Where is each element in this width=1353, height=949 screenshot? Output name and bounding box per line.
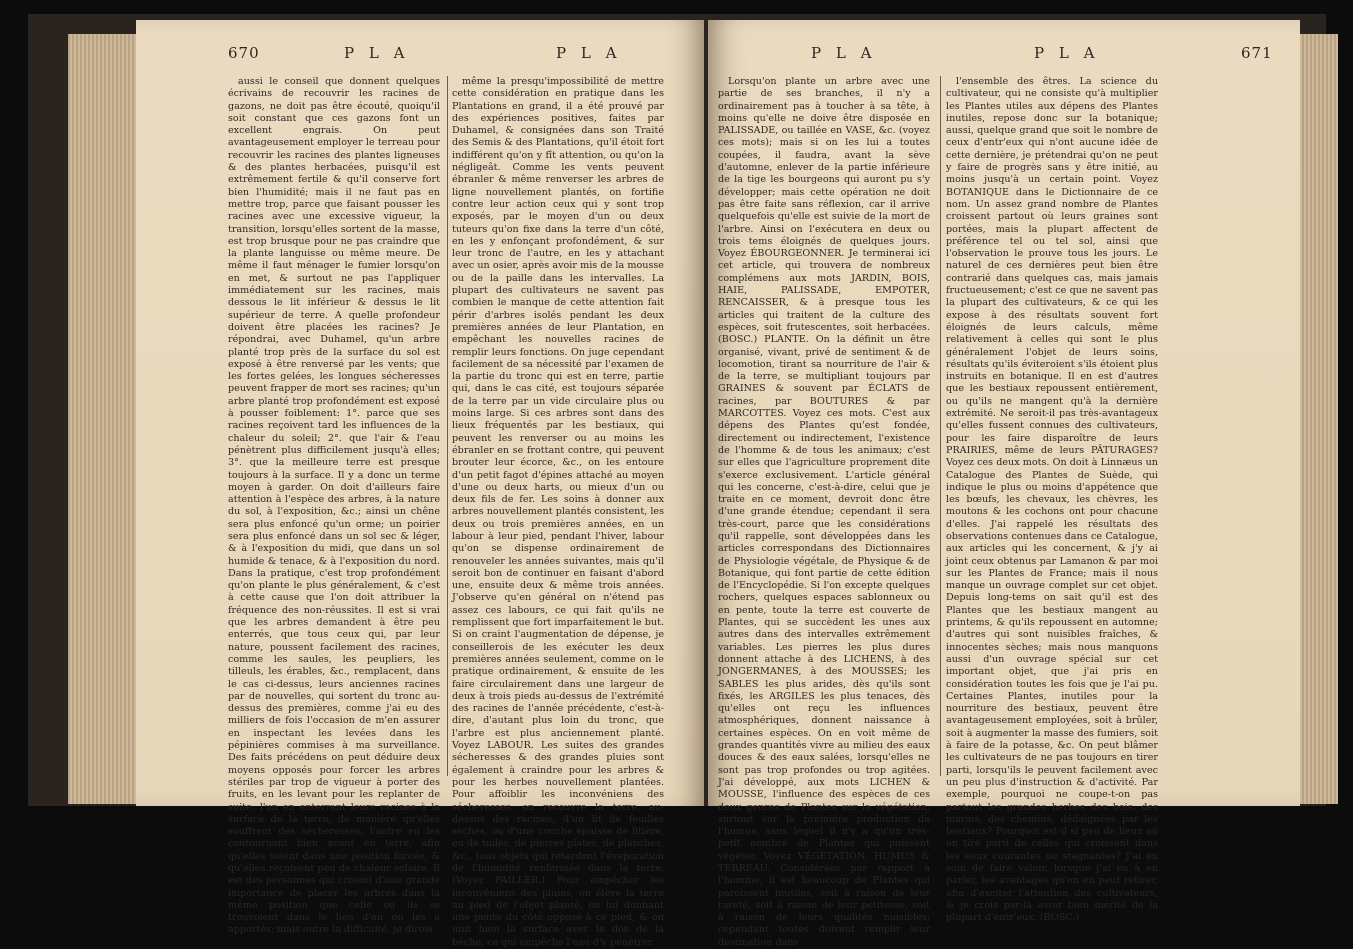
text-column: [452, 76, 664, 948]
open-book: [28, 14, 1326, 948]
left-page-edges: [68, 34, 138, 804]
left-page-header: [136, 44, 704, 64]
page-number: 671: [1241, 44, 1273, 62]
right-page: [708, 20, 1300, 948]
column-rule: [447, 76, 448, 776]
running-head: P L A: [811, 44, 877, 62]
right-page-edges: [1298, 34, 1338, 804]
running-head: P L A: [1034, 44, 1100, 62]
column-text: l'ensemble des êtres. La science du cultivateur, qui ne consiste qu'à multiplier les Plantes utiles aux dépens des Plantes inutiles, repose donc sur la botanique; aussi, quelque grand que soit le nombre de ceux d'entr'eux qui n'ont aucune idée de cette dernière, je prétendrai qu'on ne peut y faire de progrès sans y être initié, au moins jusqu'à un certain point. Voyez BOTANIQUE dans le Dictionnaire de ce nom. Un assez grand nombre de Plantes croissent partout où leurs graines sont portées, mais la plupart affectent de préférence tel ou tel sol, ainsi que l'observation le prouve tous les jours. Le naturel de ces dernières peut bien être contrarié dans quelques cas, mais jamais fructueusement; c'est ce que ne savent pas la plupart des cultivateurs, & ce qui les expose à des résultats souvent fort éloignés de leurs calculs, même relativement à celles qui sont le plus généralement l'objet de leurs soins, résultats qu'ils éviteroient s'ils étoient plus instruits en botanique. Il en est d'autres que les bestiaux repoussent entièrement, ou qu'ils ne mangent qu'à la dernière extrémité. Ne seroit-il pas très-avantageux qu'elles fussent connues des cultivateurs, pour les faire disparoître de leurs PRAIRIES, même de leurs PÂTURAGES? Voyez ces deux mots. On doit à Linnæus un Catalogue des Plantes de Suède, qui indique le plus ou moins d'appétence que les bœufs, les chevaux, les chèvres, les moutons & les cochons ont pour chacune d'elles. J'ai rappelé les résultats des observations contenues dans ce Catalogue, aux articles qui les concernent, & j'y ai joint ceux obtenus par Lamanon & par moi sur les Plantes de France; mais il nous manque un ouvrage complet sur cet objet. Depuis long-tems on sait qu'il est des Plantes que les bestiaux mangent au printems, & qu'ils repoussent en automne; d'autres qui sont nuisibles fraîches, & innocentes sèches; mais nous manquons aussi d'un ouvrage spécial sur cet important objet, que j'ai pris en considération toutes les fois que je l'ai pu. Certaines Plantes, inutiles pour la nourriture des bestiaux, peuvent être avantageusement employées, soit à brûler, soit à augmenter la masse des fumiers, soit à faire de la potasse, &c. On peut blâmer les cultivateurs de ne pas toujours en tirer parti, lorsqu'ils le peuvent facilement avec un peu plus d'instruction & d'activité. Par exemple, pourquoi ne coupe-t-on pas partout les grandes herbes des bois, des marais, des chemins, dédaignées par les bestiaux? Pourquoi est-il si peu de lieux où on tire parti de celles qui croissent dans les eaux courantes ou stagnantes? J'ai eu soin de faire valoir, lorsque j'ai eu à en parler, les avantages qu'on en peut retirer, afin d'exciter l'attention des cultivateurs, & je crois par-là avoir bien mérité de la plupart d'entr'eux. (BOSC.): [946, 76, 1158, 924]
column-text: aussi le conseil que donnent quelques écrivains de recouvrir les racines de gazons, ne doit pas être écouté, quoiqu'il soit constant que ces gazons font un excellent engrais. On peut avantageusement employer le terreau pour recouvrir les racines des plantes ligneuses & des plantes herbacées, puisqu'il est extrêmement fertile & qu'il conserve fort bien l'humidité; mais il ne faut pas en mettre trop, parce que faisant pousser les racines avec une excessive vigueur, la transition, lorsqu'elles sortent de la masse, est trop brusque pour ne pas craindre que la plante languisse ou même meure. De même il faut ménager le fumier lorsqu'on en met, & surtout ne pas l'appliquer immédiatement sur les racines, mais dessous le lit inférieur & dessus le lit supérieur de terre. A quelle profondeur doivent être placées les racines? Je répondrai, avec Duhamel, qu'un arbre planté trop près de la surface du sol est exposé à être renversé par les vents; que les fortes gelées, les longues sécheresses peuvent frapper de mort ses racines; qu'un arbre planté trop profondément est exposé à pousser foiblement: 1°. parce que ses racines reçoivent tard les influences de la chaleur du soleil; 2°. que l'air & l'eau pénètrent plus difficilement jusqu'à elles; 3°. que la meilleure terre est presque toujours à la surface. Il y a donc un terme moyen à garder. On doit d'ailleurs faire attention à l'espèce des arbres, à la nature du sol, à l'exposition, &c.; ainsi un chêne sera plus enfoncé qu'un orme; un poirier sera plus enfoncé dans un sol sec & léger, & à l'exposition du midi, que dans un sol humide & tenace, & à l'exposition du nord. Dans la pratique, c'est trop profondément qu'on plante le plus généralement, & c'est à cette cause que l'on doit attribuer la fréquence des non-réussites. Il est si vrai que les arbres demandent à être peu enterrés, que tous ceux qui, par leur nature, poussent facilement des racines, comme les saules, les peupliers, les tilleuls, les érables, &c., remplacent, dans le cas ci-dessus, leurs anciennes racines par de nouvelles, qui sortent du tronc au-dessus des premières, comme j'ai eu des milliers de fois l'occasion de m'en assurer en inspectant les levées dans les pépinières commises à ma surveillance. Des faits précédens on peut déduire deux moyens opposés pour forcer les arbres stériles par trop de vigueur à porter des fruits, en les levant pour les replanter de suite; l'un en enterrant leurs racines à la surface de la terre, de manière qu'elles souffrent des sécheresses; l'autre en les contournant bien avant en terre, afin qu'elles soient dans une position forcée, & qu'elles reçoivent peu de chaleur solaire. Il est des personnes qui croient d'une grande importance de placer les arbres dans la même position que celle où ils se trouvoient dans le lieu d'où on les a apportés; mais outre la difficulté, je dirois: [228, 76, 440, 936]
running-head: P L A: [556, 44, 622, 62]
text-column: [718, 76, 930, 948]
running-head: P L A: [344, 44, 410, 62]
right-page-header: [708, 44, 1300, 64]
text-column: [946, 76, 1158, 924]
left-page: [136, 20, 704, 948]
column-text: Lorsqu'on plante un arbre avec une partie de ses branches, il n'y a ordinairement pas à toucher à sa tête, à moins qu'elle ne doive être disposée en PALISSADE, ou taillée en VASE, &c. (voyez ces mots); mais si on les lui a toutes coupées, il faudra, avant la sève d'automne, enlever de la partie inférieure de la tige les bourgeons qui auront pu s'y développer; mais cette opération ne doit pas être faite sans réflexion, car il arrive quelquefois qu'elle est suivie de la mort de l'arbre. Ainsi on l'exécutera en deux ou trois tems éloignés de quelques jours. Voyez ÉBOURGEONNER. Je terminerai ici cet article, qui trouvera de nombreux complémens aux mots JARDIN, BOIS, HAIE, PALISSADE, EMPOTER, RENCAISSER, & à presque tous les articles qui traitent de la culture des espèces, soit frutescentes, soit herbacées. (BOSC.) PLANTE. On la définit un être organisé, vivant, privé de sentiment & de locomotion, tirant sa nourriture de l'air & de la terre, se multipliant toujours par GRAINES & souvent par ÉCLATS de racines, par BOUTURES & par MARCOTTES. Voyez ces mots. C'est aux dépens des Plantes qu'est fondée, directement ou indirectement, l'existence de l'homme & de tous les animaux; c'est sur elles que l'agriculture proprement dite s'exerce exclusivement. L'article général qui les concerne, c'est-à-dire, celui que je traite en ce moment, devroit donc être d'une grande étendue; cependant il sera très-court, parce que les considérations qu'il rappelle, sont développées dans les articles correspondans des Dictionnaires de Physiologie végétale, de Physique & de Botanique, qui font partie de cette édition de l'Encyclopédie. Si l'on excepte quelques rochers, quelques espaces sablonneux ou en pente, toute la terre est couverte de Plantes, qui se succèdent les unes aux autres dans des intervalles extrêmement variables. Les pierres les plus dures donnent attache à des LICHENS, à des JONGERMANES, à des MOUSSES; les SABLES les plus arides, dès qu'ils sont fixés, les ARGILES les plus tenaces, dès qu'elles ont reçu les influences atmosphériques, donnent naissance à certaines espèces. On en voit même de grandes quantités vivre au milieu des eaux douces & des eaux salées, lorsqu'elles ne sont pas trop profondes ou trop agitées. J'ai développé, aux mots LICHEN & MOUSSE, l'influence des espèces de ces deux genres de Plantes sur la végétation, surtout sur la première production de l'humus, sans lequel il n'y a qu'un très-petit nombre de Plantes qui puissent végéter. Voyez VÉGÉTATION, HUMUS & TERREAU. Considérées par rapport à l'homme, il est beaucoup de Plantes qui paroissent inutiles, soit à raison de leur rareté, soit à raison de leur petitesse, soit à raison de leurs qualités nuisibles; cependant toutes doivent remplir leur destination dans: [718, 76, 930, 948]
column-rule: [940, 76, 941, 776]
column-text: même la presqu'impossibilité de mettre cette considération en pratique dans les Plantations en grand, il a été prouvé par des expériences positives, faites par Duhamel, & consignées dans son Traité des Semis & des Plantations, qu'il étoit fort indifférent qu'on y fît attention, ou qu'on la négligeât. Comme les vents peuvent ébranler & même renverser les arbres de ligne nouvellement plantés, on fortifie contre leur action ceux qui y sont trop exposés, par le moyen d'un ou deux tuteurs qu'on fixe dans la terre d'un côté, en les y enfonçant profondément, & sur leur tronc de l'autre, en les y attachant avec un osier, après avoir mis de la mousse ou de la paille dans les intervalles. La plupart des cultivateurs ne savent pas combien le manque de cette attention fait périr d'arbres isolés pendant les deux premières années de leur Plantation, en empêchant les nouvelles racines de remplir leurs fonctions. On juge cependant facilement de sa nécessité par l'examen de la partie du tronc qui est en terre, partie qui, dans le cas cité, est toujours séparée de la terre par un vide circulaire plus ou moins large. Si ces arbres sont dans des lieux fréquentés par les bestiaux, qui peuvent les renverser ou au moins les ébranler en se frottant contre, qui peuvent brouter leur écorce, &c., on les entoure d'un petit fagot d'épines attaché au moyen d'une ou deux harts, ou mieux d'un ou deux fils de fer. Les soins à donner aux arbres nouvellement plantés consistent, les deux ou trois premières années, en un labour à leur pied, pendant l'hiver, labour qu'on se dispense ordinairement de renouveler les années suivantes, mais qu'il seroit bon de continuer en faisant d'abord une, ensuite deux & même trois années. J'observe qu'en général on n'étend pas assez ces labours, ce qui fait qu'ils ne remplissent que fort imparfaitement le but. Si on craint l'augmentation de dépense, je conseillerois de les exécuter les deux premières années seulement, comme on le pratique ordinairement, & ensuite de les faire circulairement dans une largeur de deux à trois pieds au-dessus de l'extrémité des racines de l'année précédente, c'est-à-dire, d'autant plus loin du tronc, que l'arbre est plus anciennement planté. Voyez LABOUR. Les suites des grandes sécheresses & des grandes pluies sont également à craindre pour les arbres & pour les herbes nouvellement plantées. Pour affoiblir les inconvéniens des sécheresses, on recouvre la terre, au-dessus des racines, d'un lit de feuilles sèches, ou d'une couche épaisse de litière, ou de tuiles, de pierres plates, de planches, &c., tous objets qui retardent l'évaporation de l'humidité renfermée dans la terre. (Voyez PAILLER.) Pour empêcher les inconvéniens des pluies, on élève la terre au pied de l'objet planté, en lui donnant une pente du côté opposé à ce pied, & on unit bien la surface avec le dos de la bêche, ce qui empêche l'eau d'y pénétrer.: [452, 76, 664, 948]
page-number: 670: [228, 44, 260, 62]
text-column: [228, 76, 440, 936]
